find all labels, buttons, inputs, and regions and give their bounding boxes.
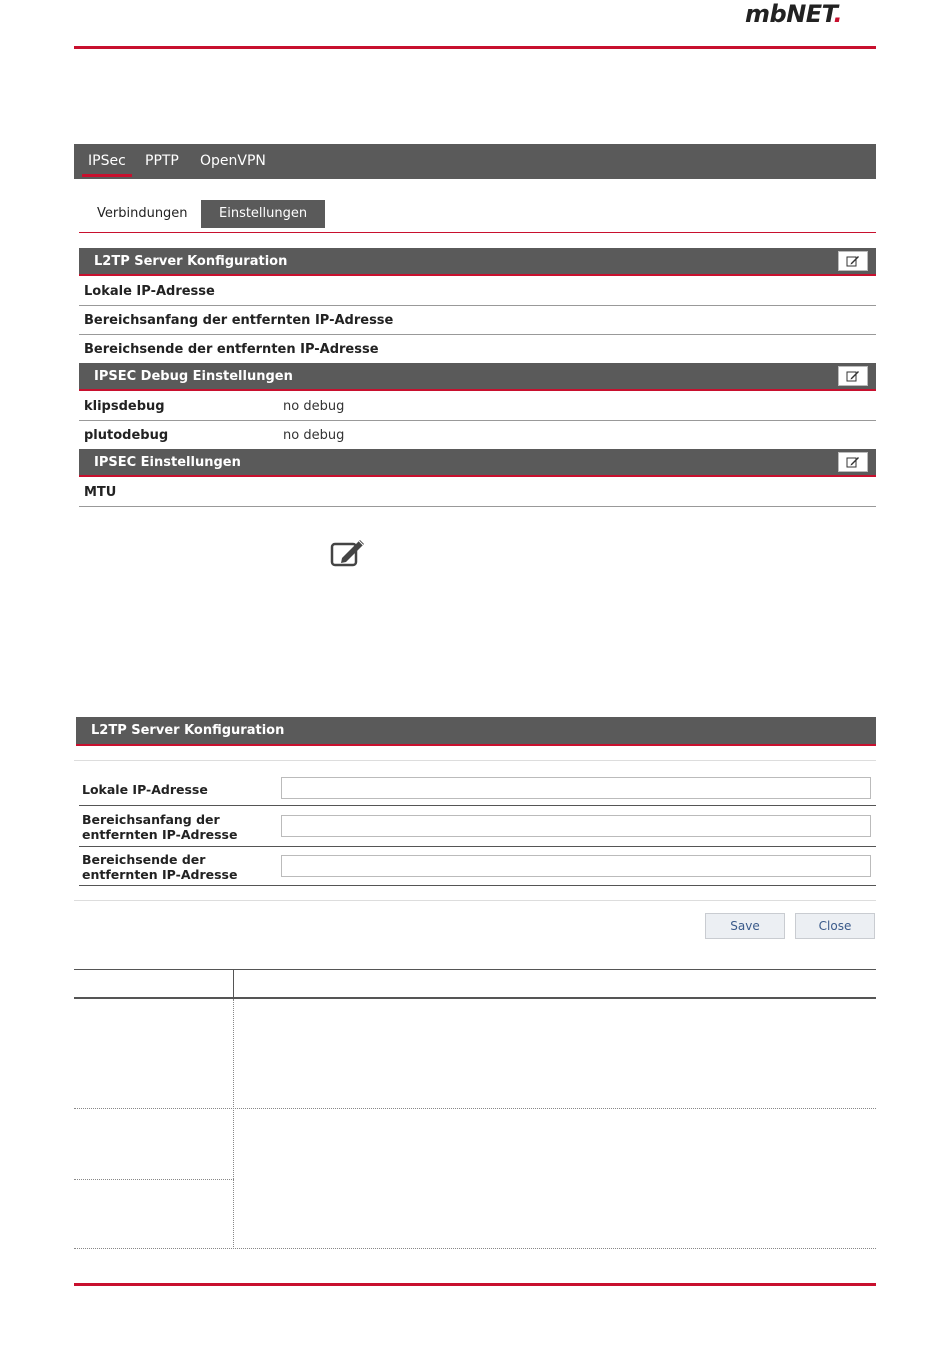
field-label: Bereichsanfang der entfernten IP-Adresse <box>82 812 238 842</box>
subtab-verbindungen[interactable]: Verbindungen <box>97 206 188 221</box>
form-row-local-ip <box>79 772 876 806</box>
form-row-range-start <box>79 807 876 847</box>
edit-icon <box>330 538 366 568</box>
brand-logo: mbNET. <box>745 0 843 28</box>
table-row <box>79 306 876 335</box>
table-row-divider <box>74 1108 876 1109</box>
table-row <box>79 478 876 507</box>
row-label: Bereichsende der entfernten IP-Adresse <box>84 342 379 357</box>
edit-ipsec-button[interactable] <box>838 452 868 472</box>
section-header-debug <box>79 363 876 391</box>
table-row <box>79 335 876 364</box>
divider <box>74 900 876 901</box>
table-column-divider <box>233 969 234 999</box>
table-row-divider <box>74 1248 876 1249</box>
tab-openvpn[interactable]: OpenVPN <box>200 153 266 169</box>
subtab-einstellungen[interactable]: Einstellungen <box>201 200 325 228</box>
table-row-divider <box>74 1179 234 1180</box>
tab-ipsec[interactable]: IPSec <box>88 144 126 179</box>
field-label: Lokale IP-Adresse <box>82 782 208 797</box>
form-row-range-end <box>79 847 876 886</box>
edit-debug-button[interactable] <box>838 366 868 386</box>
divider <box>74 760 876 761</box>
range-start-input[interactable] <box>281 815 871 837</box>
table-column-divider <box>233 999 234 1249</box>
dialog-header <box>76 717 876 746</box>
row-label: MTU <box>84 485 117 500</box>
section-title: IPSEC Einstellungen <box>94 455 241 470</box>
row-value: no debug <box>283 428 345 443</box>
save-button[interactable]: Save <box>705 913 785 939</box>
row-label: plutodebug <box>84 428 169 443</box>
subtab-bar <box>79 200 876 233</box>
section-header-ipsec <box>79 449 876 477</box>
header-rule <box>74 46 876 49</box>
local-ip-input[interactable] <box>281 777 871 799</box>
table-row <box>79 277 876 306</box>
table-header-rule <box>74 997 876 999</box>
table-row <box>79 392 876 421</box>
protocol-tabbar <box>74 144 876 179</box>
row-value: no debug <box>283 399 345 414</box>
range-end-input[interactable] <box>281 855 871 877</box>
section-header-l2tp <box>79 248 876 276</box>
row-label: Bereichsanfang der entfernten IP-Adresse <box>84 313 394 328</box>
footer-rule <box>74 1283 876 1286</box>
close-button[interactable]: Close <box>795 913 875 939</box>
table-top-rule <box>74 969 876 970</box>
field-label: Bereichsende der entfernten IP-Adresse <box>82 852 238 882</box>
edit-icon <box>846 370 860 382</box>
row-label: Lokale IP-Adresse <box>84 284 215 299</box>
edit-l2tp-button[interactable] <box>838 251 868 271</box>
edit-icon <box>846 456 860 468</box>
dialog-title: L2TP Server Konfiguration <box>91 723 285 738</box>
tab-pptp[interactable]: PPTP <box>145 153 179 169</box>
edit-icon <box>846 255 860 267</box>
section-title: IPSEC Debug Einstellungen <box>94 369 293 384</box>
table-row <box>79 421 876 450</box>
section-title: L2TP Server Konfiguration <box>94 254 288 269</box>
row-label: klipsdebug <box>84 399 165 414</box>
